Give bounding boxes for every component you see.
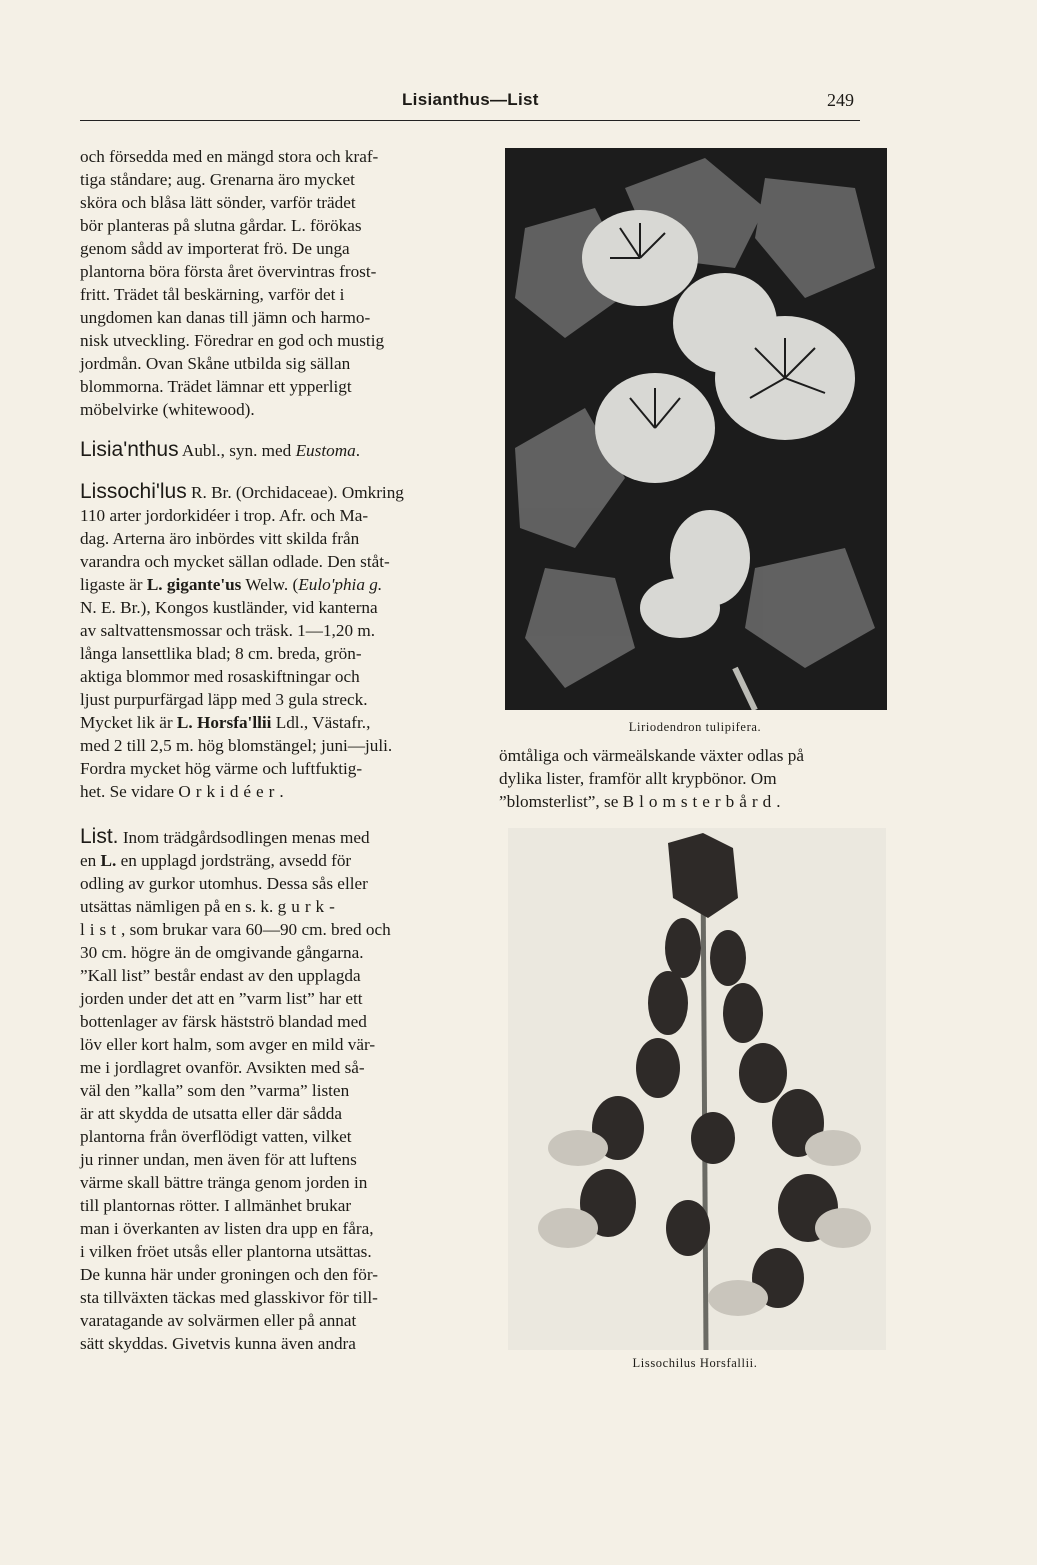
- paragraph-list-cont: ömtåliga och värmeälskande växter odlas på dylika lister, framför allt krypbönor. Om ”blomsterlist”, se Blomsterbård.: [499, 746, 804, 811]
- right-column: [499, 744, 888, 813]
- figure-caption: Liriodendron tulipifera.: [628, 720, 762, 734]
- entry-lisianthus: Lisia'nthus Aubl., syn. med Eustoma.: [80, 438, 361, 461]
- running-title: Lisianthus—List: [402, 90, 539, 109]
- figure-caption: Lissochilus Horsfallii.: [632, 1356, 758, 1370]
- photo-liriodendron: [505, 148, 887, 710]
- header-rule: [80, 120, 860, 121]
- entry-headword: Lisia'nthus: [80, 438, 179, 461]
- left-column: [80, 145, 472, 1355]
- page-number: 249: [827, 90, 854, 110]
- photo-lissochilus: [508, 828, 886, 1350]
- paragraph-liriodendron-cont: och försedda med en mängd stora och kraf- tiga ståndare; aug. Grenarna äro mycket sköra och blåsa lätt sönder, varför trädet bör planteras på slutna gårdar. L. förökas genom sådd av importerat frö. De unga plantorna böra första året övervintras frost- fritt. Trädet tål beskärning, varför det i ungdomen kan danas till jämn och harmo- nisk utveckling. Föredrar en god och mustig jordmån. Ovan Skåne utbilda sig sällan blommorna. Trädet lämnar ett ypperligt möbelvirke (whitewood).: [80, 147, 385, 419]
- page-header: [80, 88, 854, 118]
- entry-lissochilus: Lissochi'lus R. Br. (Orchidaceae). Omkring 110 arter jordorkidéer i trop. Afr. och Ma- dag. Arterna äro inbördes vitt skilda från varandra och mycket sällan odlade. Den ståt- ligaste är L. gigante'us Welw. (Eulo'phia g. N. E. Br.), Kongos kustländer, vid kanterna av saltvattensmossar och träsk. 1—1,20 m. långa lansettlika blad; 8 cm. breda, grön- aktiga blommor med rosaskiftningar och ljust purpurfärgad läpp med 3 gula streck. Mycket lik är L. Horsfa'llii Ldl., Västafr., med 2 till 2,5 m. hög blomstängel; juni—juli. Fordra mycket hög värme och luftfuktig- het. Se vidare Orkidéer.: [80, 480, 404, 801]
- entry-headword: Lissochi'lus: [80, 480, 187, 503]
- entry-headword: List.: [80, 825, 119, 848]
- entry-list: List. Inom trädgårdsodlingen menas med en L. en upplagd jordsträng, avsedd för odling av gurkor utomhus. Dessa sås eller utsättas nämligen på en s. k. gurk- list, som brukar vara 60—90 cm. bred och 30 cm. högre än de omgivande gångarna. ”Kall list” består endast av den upplagda jorden under det att en ”varm list” har ett bottenlager av färsk hästströ blandad med löv eller kort halm, som avger en mild vär- me i jordlagret ovanför. Avsikten med så- väl den ”kalla” som den ”varma” listen är att skydda de utsatta eller där sådda plantorna från överflödigt vatten, vilket ju rinner undan, men även för att luftens värme skall bättre tränga genom jorden in till plantornas rötter. I allmänhet brukar man i överkanten av listen dra upp en fåra, i vilken fröet utsås eller plantorna utsättas. De kunna här under groningen och den för- sta tillväxten täckas med glasskivor för till- varatagande av solvärmen eller på annat sätt skyddas. Givetvis kunna även andra: [80, 825, 391, 1353]
